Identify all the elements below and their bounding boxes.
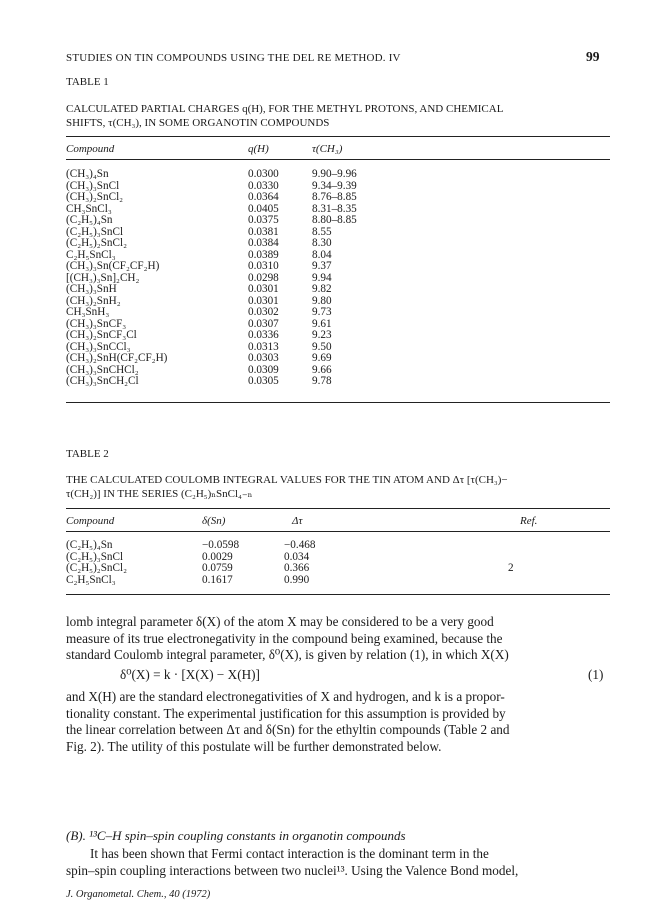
section-heading xyxy=(66,828,406,844)
table1-cell-compound: (CH₃)₂SnH(CF₂CF₂H) xyxy=(66,352,168,364)
table1-cell-tau: 8.31–8.35 xyxy=(312,202,357,215)
table1-cell-tau: 8.76–8.85 xyxy=(312,191,357,203)
table2-compound-column xyxy=(66,540,127,586)
table2-cell-dtau: 0.366 xyxy=(284,562,310,574)
paragraph-3 xyxy=(66,846,602,879)
table1-cell-tau: 9.34–9.39 xyxy=(312,179,357,192)
text-line: lomb integral parameter δ(X) of the atom X may be considered to be a very good xyxy=(66,614,494,629)
text-line: measure of its true electronegativity in the compound being examined, because the xyxy=(66,630,503,646)
table1-caption-line1: CALCULATED PARTIAL CHARGES q(H), FOR THE METHYL PROTONS, AND CHEMICAL xyxy=(66,103,504,115)
table1-cell-tau: 9.69 xyxy=(312,352,332,364)
table1-cell-compound: (CH₃)₂SnH₂ xyxy=(66,294,121,307)
table2-head-rule xyxy=(66,531,610,532)
table1-cell-compound: [(CH₃)₃Sn]₂CH₂ xyxy=(66,271,140,284)
table2-bottom-rule xyxy=(66,594,610,595)
table2-cell-delta: 0.1617 xyxy=(202,573,233,586)
table2-col-delta: δ(Sn) xyxy=(202,515,226,527)
table2-cell-delta: 0.0029 xyxy=(202,550,233,563)
table2-cell-delta: 0.0759 xyxy=(202,562,233,574)
table2-delta-column xyxy=(202,540,239,586)
table2-cell-compound: (C₂H₅)₄Sn xyxy=(66,539,113,551)
table1-caption xyxy=(66,102,611,130)
table1-cell-compound: (CH₃)₂SnCF₃Cl xyxy=(66,329,137,341)
table1-cell-compound: (C₂H₅)₃SnCl xyxy=(66,225,124,238)
table2-ref-value: 2 xyxy=(508,562,514,574)
table1-cell-compound: (CH₃)₃Sn(CF₂CF₂H) xyxy=(66,260,160,272)
table1-cell-tau: 8.55 xyxy=(312,225,332,238)
table1-cell-qh: 0.0405 xyxy=(248,202,279,215)
text-line: the linear correlation between Δτ and δ(Sn) for the ethyltin compounds (Table 2 and xyxy=(66,722,510,737)
table1-cell-qh: 0.0381 xyxy=(248,225,279,238)
table1-col-tau: τ(CH₃) xyxy=(312,143,343,155)
journal-footer: J. Organometal. Chem., 40 (1972) xyxy=(66,889,211,900)
table1-cell-compound: (CH₃)₃SnCH₂Cl xyxy=(66,375,139,387)
table1-cell-tau: 9.37 xyxy=(312,260,332,272)
table1-head-rule xyxy=(66,159,610,160)
paragraph-1 xyxy=(66,614,602,664)
text-line: tionality constant. The experimental justification for this assumption is provided by xyxy=(66,705,506,721)
table1-cell-compound: (CH₃)₄Sn xyxy=(66,168,109,180)
table2-cell-dtau: −0.468 xyxy=(284,539,316,551)
table2-col-dtau: Δτ xyxy=(292,515,303,527)
table1-label: TABLE 1 xyxy=(66,76,109,88)
table1-cell-tau: 8.30 xyxy=(312,237,332,249)
table2-caption-line2: τ(CH₂)] IN THE SERIES (C₂H₅)ₙSnCl₄₋ₙ xyxy=(66,488,253,500)
table2-cell-delta: −0.0598 xyxy=(202,539,240,551)
running-title: STUDIES ON TIN COMPOUNDS USING THE DEL RE METHOD. IV xyxy=(66,52,401,64)
table1-cell-compound: C₂H₅SnCl₃ xyxy=(66,248,116,261)
table1-cell-tau: 9.78 xyxy=(312,375,332,387)
equation-1: δ⁰(X) = k · [X(X) − X(H)] xyxy=(120,667,260,682)
table1-cell-qh: 0.0389 xyxy=(248,248,279,261)
text-line: standard Coulomb integral parameter, δ⁰(X), is given by relation (1), in which X(X) xyxy=(66,647,509,662)
table1-cell-tau: 9.90–9.96 xyxy=(312,168,357,180)
table1-cell-tau: 9.73 xyxy=(312,306,332,318)
table1-cell-tau: 9.23 xyxy=(312,329,332,341)
table1-cell-compound: (CH₃)₂SnCl₂ xyxy=(66,191,124,203)
table2-cell-compound: (C₂H₅)₃SnCl xyxy=(66,550,124,563)
table2-caption-line1: THE CALCULATED COULOMB INTEGRAL VALUES FOR THE TIN ATOM AND Δτ [τ(CH₃)− xyxy=(66,474,508,486)
table2-cell-compound: (C₂H₅)₂SnCl₂ xyxy=(66,562,127,574)
table1-qh-column xyxy=(248,169,279,388)
table1-compound-column xyxy=(66,169,167,388)
table1-tau-column xyxy=(312,169,357,388)
page-number: 99 xyxy=(586,49,600,64)
table1-cell-compound: (CH₃)₃SnCF₃ xyxy=(66,317,127,330)
table1-cell-compound: (CH₃)₃SnH xyxy=(66,283,117,295)
table1-cell-qh: 0.0330 xyxy=(248,179,279,192)
table1-cell-qh: 0.0384 xyxy=(248,237,279,249)
text-line: and X(H) are the standard electronegativities of X and hydrogen, and k is a propor- xyxy=(66,689,505,704)
table1-cell-tau: 9.66 xyxy=(312,363,332,376)
section-heading-text: (B). ¹³C–H spin–spin coupling constants in organotin compounds xyxy=(66,828,406,843)
table1-cell-compound: (C₂H₅)₄Sn xyxy=(66,214,113,226)
table1-cell-tau: 9.94 xyxy=(312,271,332,284)
table1-bottom-rule xyxy=(66,402,610,403)
table2-cell-dtau: 0.990 xyxy=(284,573,310,586)
table2-top-rule xyxy=(66,508,610,509)
table2-col-ref: Ref. xyxy=(520,515,538,527)
table1-cell-qh: 0.0336 xyxy=(248,329,279,341)
equation-number: (1) xyxy=(588,667,604,682)
table1-col-qh: q(H) xyxy=(248,143,269,155)
table1-cell-qh: 0.0298 xyxy=(248,271,279,284)
table1-cell-compound: (CH₃)₃SnCl xyxy=(66,179,120,192)
table1-cell-compound: (CH₃)₃SnCHCl₂ xyxy=(66,363,139,376)
table1-cell-tau: 9.50 xyxy=(312,340,332,353)
text-line: spin–spin coupling interactions between two nuclei¹³. Using the Valence Bond model, xyxy=(66,862,519,878)
table1-cell-qh: 0.0307 xyxy=(248,317,279,330)
table1-cell-qh: 0.0301 xyxy=(248,294,279,307)
table2-col-compound: Compound xyxy=(66,515,115,527)
table1-cell-qh: 0.0300 xyxy=(248,168,279,180)
table1-cell-tau: 8.80–8.85 xyxy=(312,214,357,226)
text-line: Fig. 2). The utility of this postulate will be further demonstrated below. xyxy=(66,738,442,754)
table1-cell-compound: (CH₃)₃SnCCl₃ xyxy=(66,340,131,353)
table1-top-rule xyxy=(66,136,610,137)
table1-cell-tau: 9.80 xyxy=(312,294,332,307)
table1-cell-compound: (C₂H₅)₂SnCl₂ xyxy=(66,237,127,249)
table1-cell-qh: 0.0305 xyxy=(248,375,279,387)
table1-col-compound: Compound xyxy=(66,143,115,155)
table1-cell-qh: 0.0302 xyxy=(248,306,279,318)
table2-label: TABLE 2 xyxy=(66,448,109,460)
table1-cell-qh: 0.0301 xyxy=(248,283,279,295)
table1-cell-tau: 8.04 xyxy=(312,248,332,261)
table2-cell-dtau: 0.034 xyxy=(284,550,310,563)
table1-caption-line2: SHIFTS, τ(CH₃), IN SOME ORGANOTIN COMPOUNDS xyxy=(66,117,330,129)
table1-cell-qh: 0.0313 xyxy=(248,340,279,353)
table1-cell-qh: 0.0303 xyxy=(248,352,279,364)
text-line: It has been shown that Fermi contact interaction is the dominant term in the xyxy=(90,846,489,861)
table2-dtau-column xyxy=(284,540,315,586)
table1-cell-qh: 0.0309 xyxy=(248,363,279,376)
table1-cell-tau: 9.82 xyxy=(312,283,332,295)
table1-cell-compound: CH₃SnH₃ xyxy=(66,306,110,318)
table1-cell-tau: 9.61 xyxy=(312,317,332,330)
paragraph-2 xyxy=(66,689,602,755)
table1-cell-qh: 0.0375 xyxy=(248,214,279,226)
table1-cell-compound: CH₃SnCl₃ xyxy=(66,202,112,215)
table1-cell-qh: 0.0310 xyxy=(248,260,279,272)
table1-cell-qh: 0.0364 xyxy=(248,191,279,203)
table2-cell-compound: C₂H₅SnCl₃ xyxy=(66,573,116,586)
table2-caption xyxy=(66,473,626,501)
